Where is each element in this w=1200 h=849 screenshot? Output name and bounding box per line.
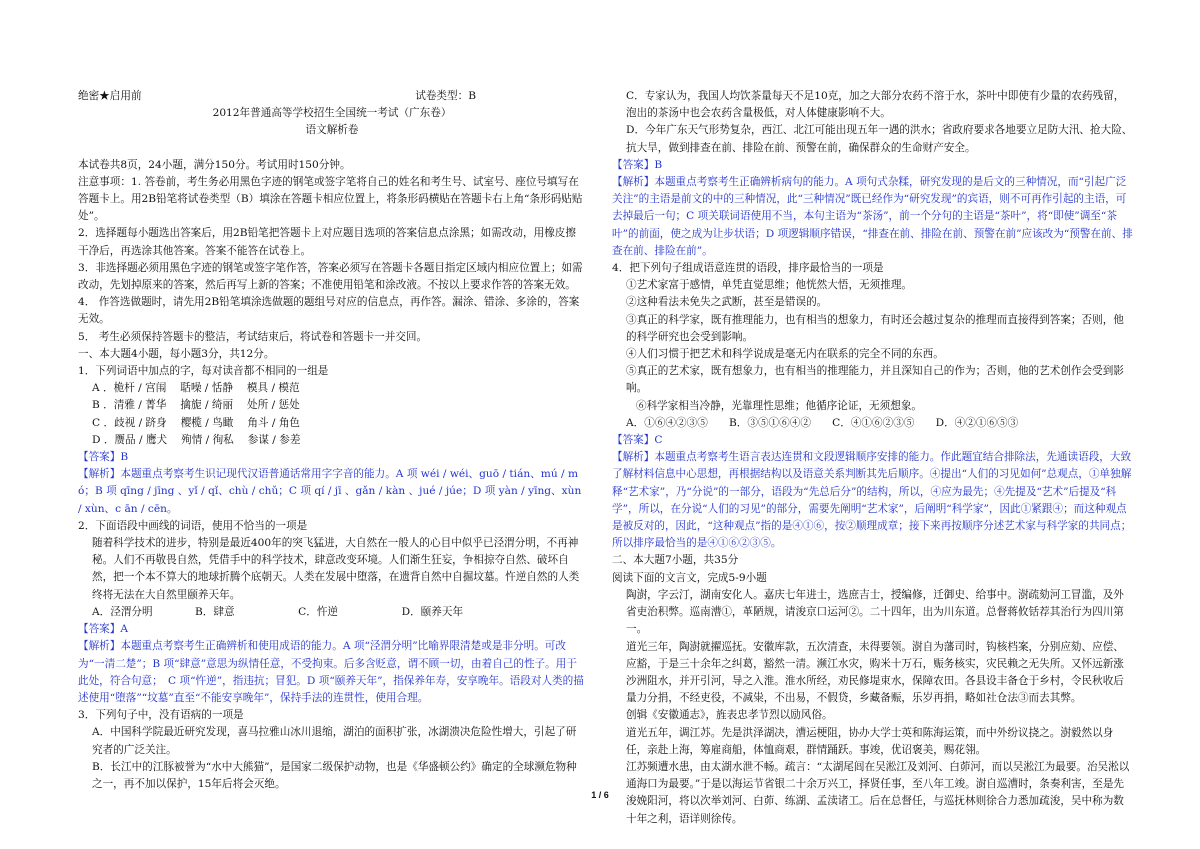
text-line: A．中国科学院最近研究发现，喜马拉雅山冰川退缩，湖泊的面积扩张，冰湖溃决危险性增大，引起了研究者的广泛关注。	[92, 726, 577, 756]
text-line: 一、本大题4小题，每小题3分，共12分。	[78, 347, 275, 360]
text-line: D ．赝品 / 鹰犬 殉情 / 徇私 参谋 / 参差	[92, 433, 301, 446]
text-line: C ．歧视 / 跻身 樱榄 / 鸟瞰 角斗 / 角色	[92, 416, 301, 429]
text-line: 2．选择题每小题选出答案后，用2B铅笔把答题卡上对应题目选项的答案信息点涂黑；如需改动，用橡皮擦干净后，再选涂其他答案。答案不能答在试卷上。	[78, 227, 576, 257]
text-line: 二、本大题7小题，共35分	[612, 554, 739, 567]
page-number: 1 / 6	[591, 790, 609, 800]
title-line: 语文解析卷	[305, 124, 359, 137]
text-line: 1．下列词语中加点的字，每对读音都不相同的一组是	[78, 365, 329, 378]
text-line: 5． 考生必须保持答题卡的整洁，考试结束后，将试卷和答题卡一并交回。	[78, 330, 428, 343]
answer-analysis: 【解析】本题重点考察考生语言表达连贯和文段逻辑顺序安排的能力。作此题宜结合排除法，先通读语段，大致了解材料信息中心思想，再根据结构以及语意关系判断其先后顺序。④提出“人们的习见如何”总观点，①单独解释“艺术家”，乃“分说”的一部分，语段为“先总后分”的结构，所以，④应为最先；④先提及“艺术”后提及“科学”，所以，在分说“人们的习见”的部分，需要先阐明“艺术家”，后阐明“科学家”，因此①紧跟④；而这种观点是被反对的，因此，“这种观点”指的是④①⑥，按②顺理成章；接下来再按顺序分述艺术家与科学家的共同点；所以排序最恰当的是④①⑥②③⑤。	[612, 451, 1132, 550]
text-line: 3．非选择题必须用黑色字迹的钢笔或签字笔作答，答案必须写在答题卡各题目指定区域内相应位置上；如需改动，先划掉原来的答案，然后再写上新的答案；不准使用铅笔和涂改液。不按以上要求作答的答案无效。	[78, 261, 583, 292]
exam-header	[78, 88, 586, 105]
text-line: ⑥科学家相当冷静，光靠理性思维；他循序论证，无须想象。	[636, 399, 923, 412]
text-line: 随着科学技术的进步，特别是最近400年的突飞猛进，大自然在一般人的心目中似乎已泾渭分明，不再神秘。人们不再敬畏自然，凭借手中的科学技术，肆意改变环境。人们渐生狂妄，争相掠夺自然、破坏自然，把一个本不算大的地球折腾个底朝天。人类在发展中堕落，在遗背自然中自掘坟墓。忤逆自然的人类终将无法在大自然里颐养天年。	[92, 537, 580, 601]
right-column	[612, 88, 1134, 828]
exam-type-label: 试卷类型：B	[415, 90, 476, 102]
text-line: ③真正的科学家，既有推理能力，也有相当的想象力，有时还会越过复杂的推理而直接得到答案；否则，他的科学研究也会受到影响。	[626, 313, 1124, 343]
text-line: ⑤真正的艺术家，既有想象力，也有相当的推理能力，并且深知自己的作为；否则，他的艺术创作会受到影响。	[626, 365, 1124, 395]
text-line: 注意事项：1. 答卷前，考生务必用黑色字迹的钢笔或签字笔将自己的姓名和考生号、试室号、座位号填写在答题卡上。用2B铅笔将试卷类型（B）填涂在答题卡相应位置上，将条形码横贴在答题卡右上角“条形码贴贴处”。	[78, 175, 583, 223]
text-line: 2．下面语段中画线的词语，使用不恰当的一项是	[78, 519, 308, 532]
text-line: 4．把下列句子组成语意连贯的语段，排序最恰当的一项是	[612, 262, 884, 275]
text-line: D．今年广东天气形势复杂，西江、北江可能出现五年一遇的洪水；省政府要求各地要立足防大汛、抢大险、抗大旱，做到排查在前、排险在前、预警在前，确保群众的生命财产安全。	[626, 124, 1133, 154]
text-line: 道光五年，调江苏。先是洪泽湖决，漕运梗阻，协办大学士英和陈海运策，而中外纷议挠之。澍毅然以身任，亲赴上海，筹雇商船，体恤商艰，群情踊跃。事竣，优诏褒美，赐花翎。	[626, 726, 1114, 756]
text-line: B ．清雅 / 菁华 擒旎 / 绮丽 处所 / 惩处	[92, 399, 300, 412]
answer-analysis: 【解析】本题重点考察考生正确辨析病句的能力。A 项句式杂糅，研究发现的是后文的三种情况，而“引起广泛关注”的主语是前文的中的三种情况，此“三种情况”既已经作为“研究发现”的宾语，则不可再作引起的主语，可去掉最后一句；C 项关联词语使用不当，本句主语为“茶汤”，前一个分句的主语是“茶叶”，将“即使”调至“茶叶”的前面，使之成为让步状语；D 项逻辑顺序错误，“排查在前、排险在前、预警在前”应该改为“预警在前、排查在前、排险在前”。	[612, 176, 1133, 257]
text-line: ①艺术家富于感情，单凭直觉思维；他恍然大悟，无须推理。	[626, 279, 913, 292]
answer-analysis: 【答案】B	[78, 451, 129, 464]
text-line: A．①⑥④②③⑤ B．③⑤①⑥④② C．④①⑥②③⑤ D．④②①⑥⑤③	[626, 416, 1019, 429]
text-line: A．泾渭分明 B．肆意 C．忤逆 D．颐养天年	[92, 605, 464, 618]
left-column	[78, 88, 586, 793]
text-line: 创辑《安徽通志》，旌表忠孝节烈以励风俗。	[626, 709, 833, 722]
text-line: 江苏频遭水患，由太湖水泄不畅。疏言：“太湖尾闾在吴淞江及刘河、白茆河，而以吴淞江为最要。治吴淞以通海口为最要。”于是以海运节省银二十余万兴工，择贤任事，至八年工竣。澍自巡漕时，条奏利害，至是先浚娩阳河，将以次举刘河、白茆、练湖、孟渎诸工。后在总督任，与巡抚林则徐合力悉加疏浚，吴中称为数十年之利，语详则徐传。	[626, 760, 1130, 825]
text-line: 本试卷共8页，24小题，满分150分。考试用时150分钟。	[78, 158, 351, 171]
text-line: C．专家认为，我国人均饮茶量每天不足10克，加之大部分农药不溶于水，茶叶中即使有少量的农药残留，泡出的茶汤中也会农药含量极低，对人体健康影响不大。	[626, 90, 1125, 120]
text-line: ④人们习惯于把艺术和科学说成是毫无内在联系的完全不同的东西。	[626, 348, 944, 361]
answer-analysis: 【答案】B	[612, 158, 663, 171]
answer-analysis: 【解析】本题重点考察考生识记现代汉语普通话常用字字音的能力。A 项 wéi / wéi、guō / tián、mú / mó；B 项 qīng / jīng 、yǐ / qǐ、chù / chǔ；C 项 qí / jī 、gǎn / kàn 、jué / júe；D 项 yàn / yīng、xùn / xùn、c ān / cēn。	[78, 468, 582, 515]
text-line: 阅读下面的文言文，完成5-9小题	[612, 571, 767, 584]
text-line: ②这种看法未免失之武断，甚至是错误的。	[626, 296, 828, 309]
spacer	[78, 140, 586, 157]
text-line: 3．下列句子中，没有语病的一项是	[78, 709, 244, 722]
answer-analysis: 【答案】A	[78, 623, 129, 636]
answer-analysis: 【答案】C	[612, 434, 663, 447]
text-line: A ．桅杆 / 宫闱 聒噪 / 恬静 模具 / 模范	[92, 382, 300, 395]
title-line: 2012年普通高等学校招生全国统一考试（广东卷）	[212, 107, 452, 120]
text-line: 道光三年，陶澍就擢巡抚。安徽库款，五次清查，未得要领。澍自为藩司时，钩核档案，分别应劾、应偿、应豁，于是三十余年之纠葛，豁然一清。濒江水灾，购米十万石，赈务核实，灾民赖之无失所。又怀远新涨沙洲阻水，并开引河，导之入淮。淮水所经，劝民修堤束水，保障农田。各县设丰备仓于乡村，令民秋收后量力分捐，不经吏役，不减粜，不出易，不假贷，乡藏备赈，乐岁再捐，略如社仓法③而去其弊。	[626, 640, 1124, 705]
text-line: 陶澍，字云汀，湖南安化人。嘉庆七年进士，选庶吉士，授编修，迁御史、给事中。澍疏劾河工冒滥，及外省吏治积弊。巡南漕①，革陋规，请浚京口运河②。二十四年，出为川东道。总督蒋攸铦荐其治行为四川第一。	[626, 588, 1124, 636]
answer-analysis: 【解析】本题重点考察考生正确辨析和使用成语的能力。A 项“泾渭分明”比喻界限清楚或是非分明。可改为“一清二楚”；B 项“肆意”意思为纵情任意，不受拘束。后多含贬意，谓不顾一切，由着自己的性子。用于此处，符合句意； C 项“忤逆”，指违抗；冒犯。D 项“颐养天年”，指保养年寿，安享晚年。语段对人类的描述使用“堕落”“坟墓”直至“不能安享晚年”，保持手法的连贯性，使用合理。	[78, 640, 584, 704]
text-line: B．长江中的江豚被誉为“水中大熊猫”，是国家二级保护动物，也是《华盛顿公约》确定的全球濒危物种之一，再不加以保护，15年后将会灭绝。	[92, 760, 577, 790]
text-line: 4． 作答选做题时，请先用2B铅笔填涂选做题的题组号对应的信息点，再作答。漏涂、错涂、多涂的，答案无效。	[78, 296, 580, 326]
confidential-label: 绝密★启用前	[78, 90, 142, 102]
